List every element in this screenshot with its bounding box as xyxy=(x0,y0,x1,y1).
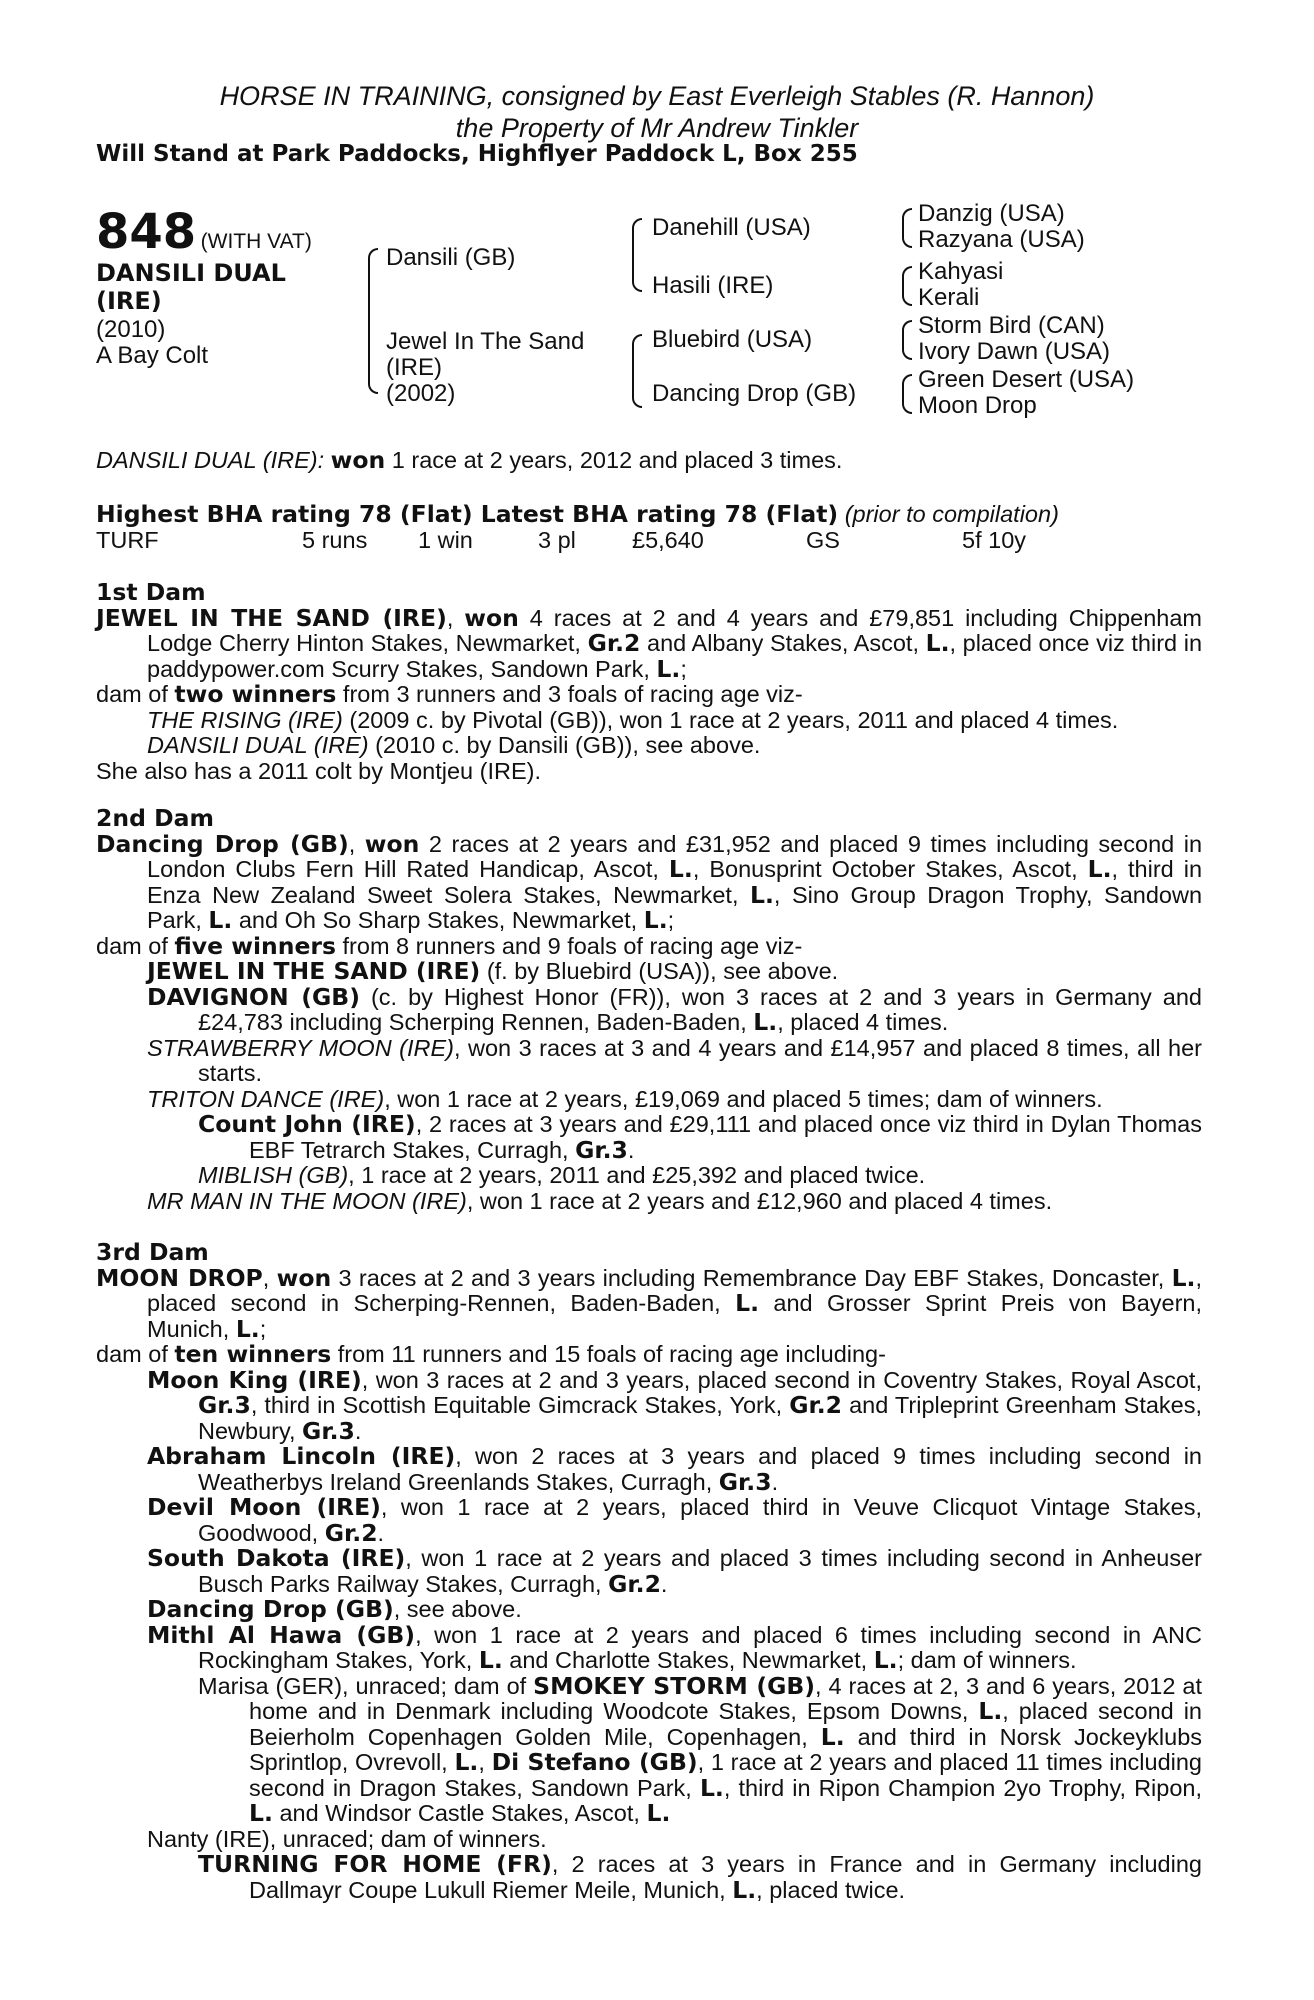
horse-year: (2010) xyxy=(96,316,166,343)
pedigree-dds: Green Desert (USA) xyxy=(918,366,1135,393)
pedigree-dam-sire: Bluebird (USA) xyxy=(652,326,813,353)
pedigree-dam-line2: (IRE) xyxy=(386,354,442,381)
horse-name-line1: DANSILI DUAL xyxy=(96,259,286,287)
pedigree-sire-sire: Danehill (USA) xyxy=(652,214,811,241)
pedigree-dss: Storm Bird (CAN) xyxy=(918,312,1105,339)
horse-description: A Bay Colt xyxy=(96,342,209,369)
pedigree-sire: Dansili (GB) xyxy=(386,244,516,271)
brace-g1 xyxy=(902,208,912,248)
brace-g3 xyxy=(902,320,912,360)
consignor-line: HORSE IN TRAINING, consigned by East Everleigh Stables (R. Hannon) xyxy=(219,81,1095,111)
pedigree-sdd: Kerali xyxy=(918,284,980,311)
owner-line: the Property of Mr Andrew Tinkler xyxy=(455,113,859,143)
sire-dam-brace xyxy=(368,248,378,394)
pedigree-dsd: Ivory Dawn (USA) xyxy=(918,338,1111,365)
stand-location: Will Stand at Park Paddocks, Highflyer Paddock L, Box 255 xyxy=(96,141,858,167)
brace-g2 xyxy=(902,266,912,306)
pedigree-sss: Danzig (USA) xyxy=(918,200,1065,227)
pedigree-ddd: Moon Drop xyxy=(918,392,1037,419)
first-dam-section: 1st Dam JEWEL IN THE SAND (IRE), won 4 races at 2 and 4 years and £79,851 including Chippenham Lodge Cherry Hinton Stakes, Newmarket, Gr.2 and Albany Stakes, Ascot, L., placed once viz third in paddypower.com Scurry Stakes, Sandown Park, L.; dam of two winners from 3 runners and 3 foals of racing age viz- THE RISING (IRE) (2009 c. by Pivotal (GB)), won 1 race at 2 years, 2011 and placed 4 times. DANSILI DUAL (IRE) (2010 c. by Dansili (GB)), see above. She also has a 2011 colt by Montjeu (IRE). xyxy=(96,578,1203,784)
section-heading: 3rd Dam xyxy=(96,1238,209,1266)
sire-parents-brace xyxy=(632,218,642,292)
third-dam-section: 3rd Dam MOON DROP, won 3 races at 2 and 3 years including Remembrance Day EBF Stakes, Doncaster, L., placed second in Scherping-Rennen, Baden-Baden, L. and Grosser Sprint Preis von Bayern, Munich, L.; dam of ten winners from 11 runners and 15 foals of racing age including- Moon King (IRE), won 3 races at 2 and 3 years, placed second in Coventry Stakes, Royal Ascot, Gr.3, third in Scottish Equitable Gimcrack Stakes, York, Gr.2 and Tripleprint Greenham Stakes, Newbury, Gr.3. Abraham Lincoln (IRE), won 2 races at 3 years and placed 9 times including second in Weatherbys Ireland Greenlands Stakes, Curragh, Gr.3. Devil Moon (IRE), won 1 race at 2 years, placed third in Veuve Clicquot Vintage Stakes, Goodwood, Gr.2. South Dakota (IRE), won 1 race at 2 years and placed 3 times including second in Anheuser Busch Parks Railway Stakes, Curragh, Gr.2. Dancing Drop (GB), see above. Mithl Al Hawa (GB), won 1 race at 2 years and placed 6 times including second in ANC Rockingham Stakes, York, L. and Charlotte Stakes, Newmarket, L.; dam of winners. Marisa (GER), unraced; dam of SMOKEY STORM (GB), 4 races at 2, 3 and 6 years, 2012 at home and in Denmark including Woodcote Stakes, Epsom Downs, L., placed second in Beierholm Copenhagen Golden Mile, Copenhagen, L. and third in Norsk Jockeyklubs Sprintlop, Ovrevoll, L., Di Stefano (GB), 1 race at 2 years and placed 11 times including second in Dragon Stakes, Sandown Park, L., third in Ripon Champion 2yo Trophy, Ripon, L. and Windsor Castle Stakes, Ascot, L. Nanty (IRE), unraced; dam of winners. TURNING FOR HOME (FR), 2 races at 3 years in France and in Germany including Dallmayr Coupe Lukull Riemer Meile, Munich, L., placed twice. xyxy=(96,1238,1203,1904)
lot-number: 848 xyxy=(96,204,197,260)
race-record-row: TURF 5 runs 1 win 3 pl £5,640 GS 5f 10y xyxy=(96,526,1027,553)
pedigree-ssd: Razyana (USA) xyxy=(918,226,1085,253)
bha-rating: Highest BHA rating 78 (Flat) Latest BHA rating 78 (Flat) (prior to compilation) TURF 5 runs 1 win 3 pl £5,640 GS 5f 10y xyxy=(96,502,1202,553)
pedigree-dam-line3: (2002) xyxy=(386,380,456,407)
pedigree-dam-dam: Dancing Drop (GB) xyxy=(652,380,857,407)
race-summary: DANSILI DUAL (IRE): won 1 race at 2 years, 2012 and placed 3 times. xyxy=(96,446,843,474)
dam-parents-brace xyxy=(632,334,642,408)
pedigree-sire-dam: Hasili (IRE) xyxy=(652,272,774,299)
section-heading: 1st Dam xyxy=(96,578,206,606)
pedigree-dam-line1: Jewel In The Sand xyxy=(386,328,585,355)
vat-note: (WITH VAT) xyxy=(200,230,312,253)
pedigree-sds: Kahyasi xyxy=(918,258,1004,285)
horse-name-line2: (IRE) xyxy=(96,287,162,315)
lot-header xyxy=(96,204,312,260)
section-heading: 2nd Dam xyxy=(96,804,214,832)
second-dam-section: 2nd Dam Dancing Drop (GB), won 2 races at 2 years and £31,952 and placed 9 times including second in London Clubs Fern Hill Rated Handicap, Ascot, L., Bonusprint October Stakes, Ascot, L., third in Enza New Zealand Sweet Solera Stakes, Newmarket, L., Sino Group Dragon Trophy, Sandown Park, L. and Oh So Sharp Stakes, Newmarket, L.; dam of five winners from 8 runners and 9 foals of racing age viz- JEWEL IN THE SAND (IRE) (f. by Bluebird (USA)), see above. DAVIGNON (GB) (c. by Highest Honor (FR)), won 3 races at 2 and 3 years in Germany and £24,783 including Scherping Rennen, Baden-Baden, L., placed 4 times. STRAWBERRY MOON (IRE), won 3 races at 3 and 4 years and £14,957 and placed 8 times, all her starts. TRITON DANCE (IRE), won 1 race at 2 years, £19,069 and placed 5 times; dam of winners. Count John (IRE), 2 races at 3 years and £29,111 and placed once viz third in Dylan Thomas EBF Tetrarch Stakes, Curragh, Gr.3. MIBLISH (GB), 1 race at 2 years, 2011 and £25,392 and placed twice. MR MAN IN THE MOON (IRE), won 1 race at 2 years and £12,960 and placed 4 times. xyxy=(96,804,1203,1214)
brace-g4 xyxy=(902,374,912,414)
